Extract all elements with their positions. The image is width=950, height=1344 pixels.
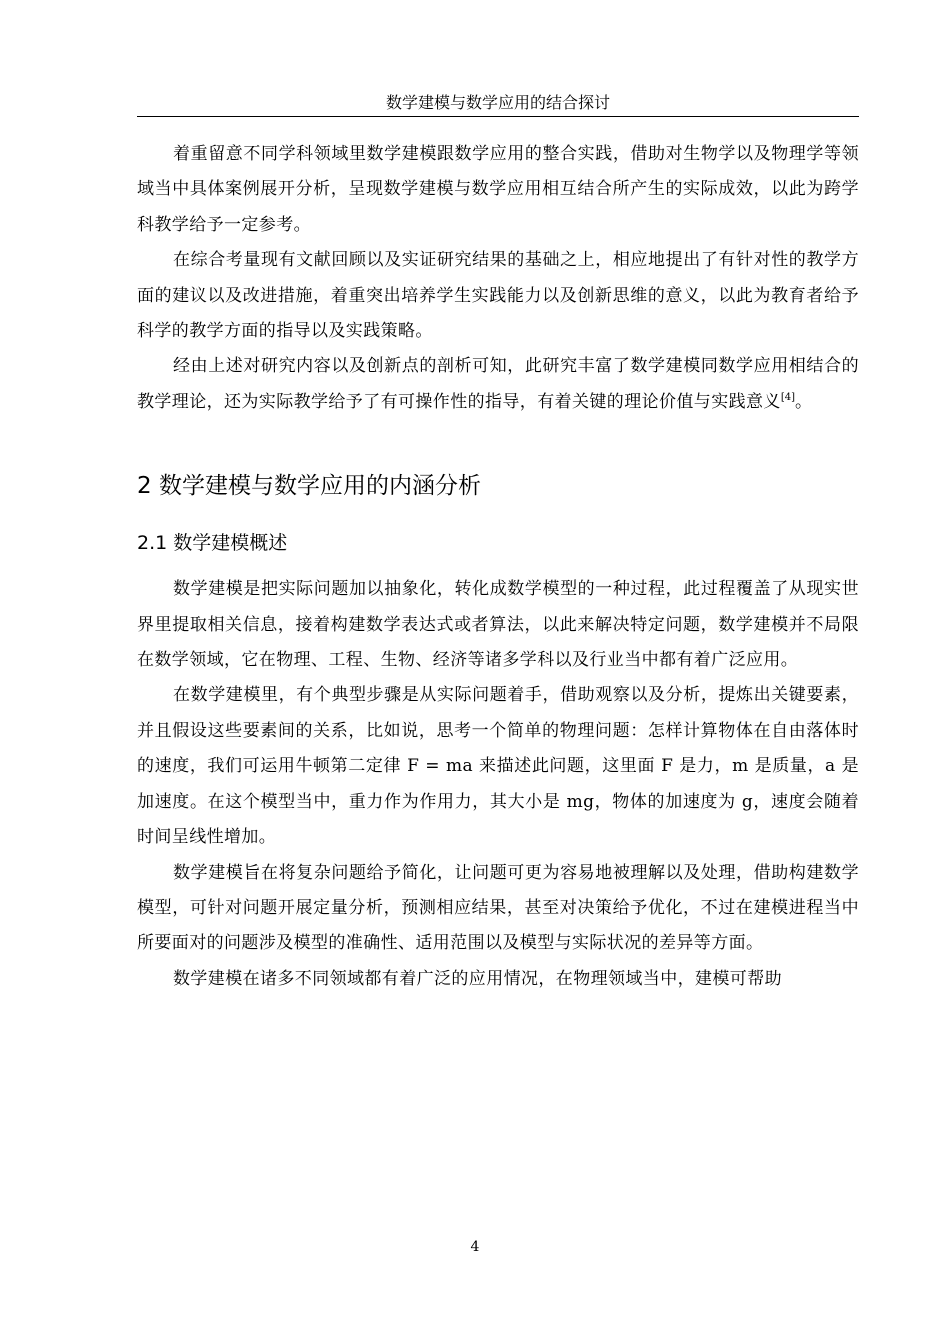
paragraph: 在综合考量现有文献回顾以及实证研究结果的基础之上，相应地提出了有针对性的教学方面的建议以及改进措施，着重突出培养学生实践能力以及创新思维的意义，以此为教育者给予科学的教学方面的指导以及实践策略。 — [137, 250, 859, 342]
paragraph-end-punctuation: 。 — [794, 391, 813, 412]
paragraph: 着重留意不同学科领域里数学建模跟数学应用的整合实践，借助对生物学以及物理学等领域当中具体案例展开分析，呈现数学建模与数学应用相互结合所产生的实际成效，以此为跨学科教学给予一定参考。 — [137, 144, 859, 235]
paragraph: 数学建模是把实际问题加以抽象化，转化成数学模型的一种过程，此过程覆盖了从现实世界里提取相关信息，接着构建数学表达式或者算法，以此来解决特定问题，数学建模并不局限在数学领域，它在物理、工程、生物、经济等诸多学科以及行业当中都有着广泛应用。 — [137, 579, 859, 671]
header-rule — [137, 116, 859, 117]
paragraph-with-citation — [137, 349, 859, 420]
paragraph-text: 经由上述对研究内容以及创新点的剖析可知，此研究丰富了数学建模同数学应用相结合的教学理论，还为实际教学给予了有可操作性的指导，有着关键的理论价值与实践意义 — [137, 356, 859, 412]
page-number: 4 — [470, 1239, 480, 1255]
paragraph: 数学建模在诸多不同领域都有着广泛的应用情况，在物理领域当中，建模可帮助 — [173, 968, 782, 989]
citation-marker: [4] — [780, 391, 795, 403]
subsection-heading: 2.1 数学建模概述 — [137, 532, 288, 555]
paragraph: 数学建模旨在将复杂问题给予简化，让问题可更为容易地被理解以及处理，借助构建数学模型，可针对问题开展定量分析，预测相应结果，甚至对决策给予优化，不过在建模进程当中所要面对的问题涉及模型的准确性、适用范围以及模型与实际状况的差异等方面。 — [137, 862, 859, 954]
section-heading: 2 数学建模与数学应用的内涵分析 — [137, 473, 481, 500]
paragraph: 在数学建模里，有个典型步骤是从实际问题着手，借助观察以及分析，提炼出关键要素，并且假设这些要素间的关系，比如说，思考一个简单的物理问题：怎样计算物体在自由落体时的速度，我们可运用牛顿第二定律 F = ma 来描述此问题，这里面 F 是力，m 是质量，a 是加速度。在这个模型当中，重力作为作用力，其大小是 mg，物体的加速度为 g，速度会随着时间呈线性增加。 — [137, 685, 859, 848]
running-header: 数学建模与数学应用的结合探讨 — [385, 93, 610, 112]
page-body — [137, 137, 859, 997]
